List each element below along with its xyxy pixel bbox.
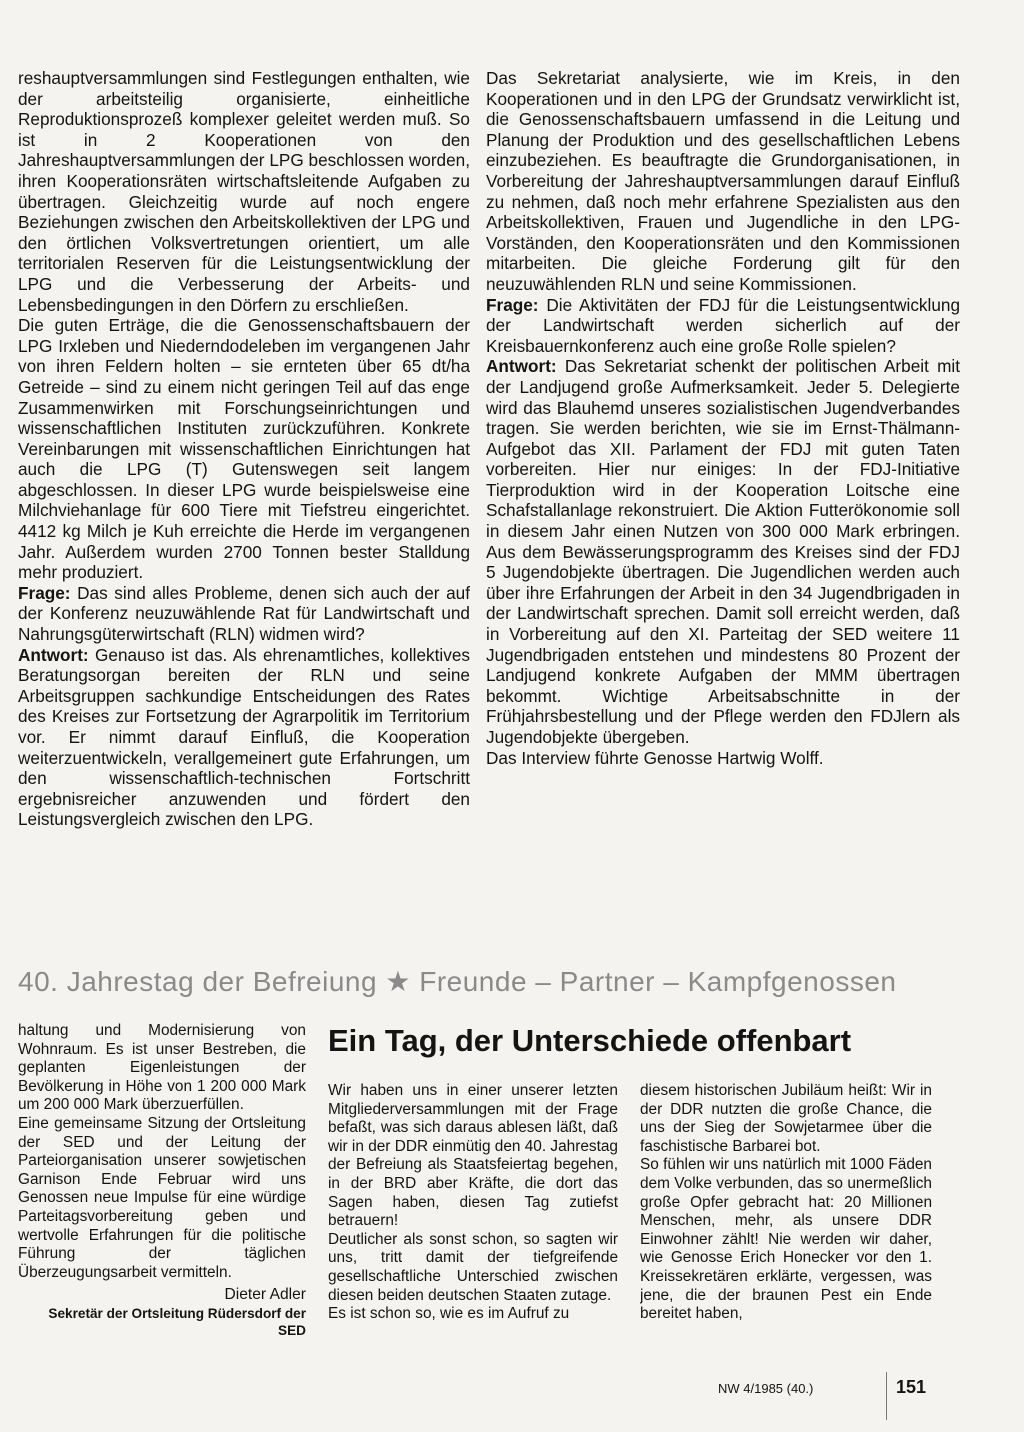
interview-credit: Das Interview führte Genosse Hartwig Wolff. bbox=[486, 747, 824, 768]
banner-text-left: 40. Jahrestag der Befreiung bbox=[18, 966, 378, 997]
paragraph: Eine gemeinsame Sitzung der Ortsleitung der SED und der Leitung der Parteiorganisation unserer sowjetischen Garnison Ende Februar wird uns Genossen neue Impulse für eine würdige Parteitagsvorbereitung geben und wertvolle Erfahrungen für die politische Führung der täglichen Überzeugungsarbeit vermitteln. bbox=[18, 1114, 306, 1281]
question-paragraph bbox=[486, 295, 960, 357]
article-headline: Ein Tag, der Unterschiede offenbart bbox=[328, 1023, 852, 1058]
paragraph: So fühlen wir uns natürlich mit 1000 Fäden dem Volke verbunden, das so unermeßlich große Opfer gebracht hat: 20 Millionen Menschen, mehr, als unsere DDR Einwohner zählt! Nie werden wir daher, wie Genosse Erich Honecker vor den 1. Kreissekretären erklärte, vergessen, was jene, die der braunen Pest ein Ende bereitet haben, bbox=[640, 1156, 932, 1323]
signature-role: Sekretär der Ortsleitung Rüdersdorf der SED bbox=[48, 1305, 306, 1338]
answer-text: Das Sekretariat schenkt der politischen Arbeit mit der Landjugend große Aufmerksamkeit. Jeder 5. Delegierte wird das Blauhemd unseres sozialistischen Jugendverbandes tragen. Sie werden berichten, wie sie im Ernst-Thälmann-Aufgebot das XII. Parlament der FDJ mit guten Taten vorbereiten. Hier nur einiges: In der FDJ-Initiative Tierproduktion wird in der Kooperation Loitsche eine Schafstallanlage rekonstruiert. Die Aktion Futterökonomie soll in diesem Jahr einen Nutzen von 300 000 Mark erbringen. Aus dem Bewässerungsprogramm des Kreises sind der FDJ 5 Jugendobjekte übertragen. Die Jugendlichen werden auch über ihre Erfahrungen der Arbeit in den 34 Jugendbrigaden in der Landwirtschaft sprechen. Damit soll erreicht werden, daß in Vorbereitung auf den XI. Parteitag der SED weitere 11 Jugendbrigaden entstehen und mindestens 80 Prozent der Landjugend konkrete Aufgaben der MMM übertragen bekommt. Wichtige Arbeitsabschnitte in der Frühjahrsbestellung und der Pflege werden den FDJlern als Jugendobjekte übergeben. bbox=[486, 356, 960, 747]
paragraph: Deutlicher als sonst schon, so sagten wir uns, tritt damit der tiefgreifende gesellschaftliche Unterschied zwischen diesen beiden deutschen Staaten zutage. bbox=[328, 1230, 618, 1304]
paragraph: diesem historischen Jubiläum heißt: Wir in der DDR nutzten die große Chance, die uns der Sieg der Sowjetarmee über die faschistische Barbarei bot. bbox=[640, 1082, 932, 1155]
bottom-left-column bbox=[18, 1022, 306, 1352]
paragraph: reshauptversammlungen sind Festlegungen enthalten, wie der arbeitsteilig organisierte, einheitliche Reproduktionsprozeß komplexer geleitet werden muß. So ist in 2 Kooperationen von den Jahreshauptversammlungen der LPG beschlossen worden, ihren Kooperationsräten wirtschaftsleitende Aufgaben zu übertragen. Gleichzeitig wurde auf noch engere Beziehungen zwischen den Arbeitskollektiven der LPG und den örtlichen Volksvertretungen orientiert, um alle territorialen Reserven für die Leistungsentwicklung der LPG und die Verbesserung der Arbeits- und Lebensbedingungen in den Dörfern zu erschließen. bbox=[18, 68, 470, 315]
answer-text: Genauso ist das. Als ehrenamtliches, kollektives Beratungsorgan bereiten der RLN und seine Arbeitsgruppen sachkundige Entscheidungen des Rates des Kreises zur Fortsetzung der Agrarpolitik im Territorium vor. Er nimmt darauf Einfluß, die Kooperation weiterzuentwickeln, verallgemeinert gute Erfahrungen, um den wissenschaftlich-technischen Fortschritt ergebnisreicher anzuwenden und fördert den Leistungsvergleich zwischen den LPG. bbox=[18, 644, 470, 830]
answer-paragraph bbox=[18, 645, 470, 830]
paragraph: Es ist schon so, wie es im Aufruf zu bbox=[328, 1305, 570, 1323]
anniversary-banner bbox=[18, 962, 958, 1006]
paragraph: Wir haben uns in einer unserer letzten Mitgliederversammlungen mit der Frage befaßt, was sich daraus ablesen läßt, daß wir in der DDR einmütig den 40. Jahrestag der Befreiung als Staatsfeiertag begehen, in der BRD aber Kräfte, die dort das Sagen haben, diesen Tag zutiefst betrauern! bbox=[328, 1082, 618, 1230]
page-number: 151 bbox=[896, 1377, 927, 1397]
answer-label: Antwort: bbox=[18, 644, 89, 665]
issue-label: NW 4/1985 (40.) bbox=[718, 1381, 814, 1396]
question-text: Die Aktivitäten der FDJ für die Leistungsentwicklung der Landwirtschaft werden sicherlich auf der Kreisbauernkonferenz auch eine große Rolle spielen? bbox=[486, 294, 960, 356]
question-label: Frage: bbox=[18, 582, 71, 603]
question-paragraph bbox=[18, 583, 470, 645]
signature-name: Dieter Adler bbox=[224, 1286, 306, 1304]
paragraph: Das Sekretariat analysierte, wie im Kreis, in den Kooperationen und in den LPG der Grundsatz verwirklicht ist, die Genossenschaftsbauern umfassend in die Leitung und Planung der Produktion und des gesellschaftlichen Lebens einzubeziehen. Es beauftragte die Grundorganisationen, in Vorbereitung der Jahreshauptversammlungen darauf Einfluß zu nehmen, daß noch mehr erfahrene Spezialisten aus den Arbeitskollektiven, Frauen und Jugendliche in den LPG-Vorständen, den Kooperationsräten und den Kommissionen mitarbeiten. Die gleiche Forderung gilt für den neuzuwählenden RLN und seine Kommissionen. bbox=[486, 68, 960, 294]
top-right-column bbox=[486, 68, 960, 948]
question-label: Frage: bbox=[486, 294, 539, 315]
answer-paragraph bbox=[486, 356, 960, 747]
footer-divider bbox=[886, 1372, 887, 1420]
banner-text-right: Freunde – Partner – Kampfgenossen bbox=[419, 966, 897, 997]
top-left-column bbox=[18, 68, 470, 948]
article-column-right bbox=[640, 1082, 932, 1372]
question-text: Das sind alles Probleme, denen sich auch der auf der Konferenz neuzuwählende Rat für Landwirtschaft und Nahrungsgüterwirtschaft (RLN) widmen wird? bbox=[18, 582, 470, 645]
answer-label: Antwort: bbox=[486, 356, 557, 377]
paragraph: Die guten Erträge, die die Genossenschaftsbauern der LPG Irxleben und Niederndodeleben im vergangenen Jahr von ihren Feldern holten – sie ernteten über 65 dt/ha Getreide – sind zu einem nicht geringen Teil auf das enge Zusammenwirken mit Forschungseinrichtungen und wissenschaftlichen Instituten zurückzuführen. Konkrete Vereinbarungen mit wissenschaftlichen Einrichtungen hat auch die LPG (T) Gutenswegen seit langem abgeschlossen. In dieser LPG wurde beispielsweise eine Milchviehanlage für 600 Tiere mit Tiefstreu eingerichtet. 4412 kg Milch je Kuh erreichte die Herde im vergangenen Jahr. Außerdem wurden 2700 Tonnen bester Stalldung mehr produziert. bbox=[18, 315, 470, 583]
article-column-left bbox=[328, 1082, 618, 1372]
star-icon: ★ bbox=[385, 966, 411, 997]
paragraph: haltung und Modernisierung von Wohnraum. Es ist unser Bestreben, die geplanten Eigenleistungen der Bevölkerung in Höhe von 1 200 000 Mark um 200 000 Mark überzuerfüllen. bbox=[18, 1022, 306, 1114]
